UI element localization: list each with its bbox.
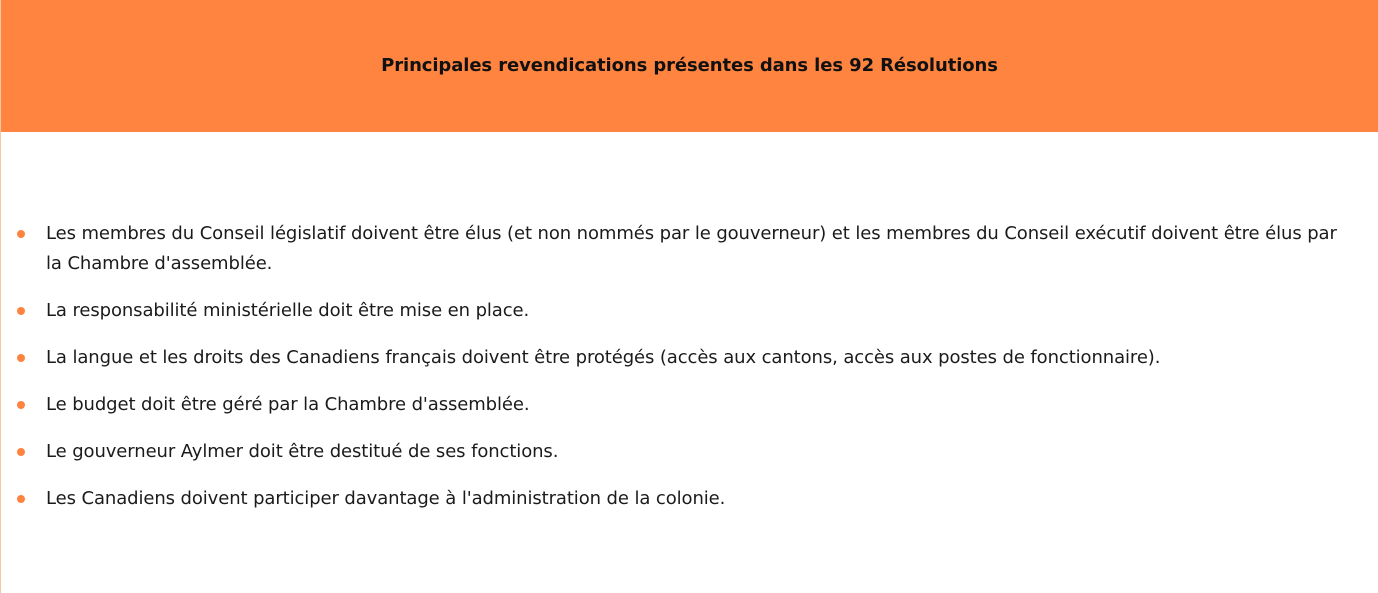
list-item (17, 390, 1348, 420)
list-item-text: La langue et les droits des Canadiens français doivent être protégés (accès aux cantons, accès aux postes de fonctionnaire). (46, 347, 1161, 368)
list-item-text: Les Canadiens doivent participer davantage à l'administration de la colonie. (46, 488, 726, 509)
list-item (17, 484, 1348, 514)
list-item-text: La responsabilité ministérielle doit être mise en place. (46, 300, 530, 321)
list-item (17, 343, 1348, 373)
bullet-icon (17, 230, 25, 238)
card-header (1, 0, 1378, 132)
list-item-text: Le gouverneur Aylmer doit être destitué de ses fonctions. (46, 441, 559, 462)
bullet-icon (17, 401, 25, 409)
bullet-icon (17, 354, 25, 362)
list-item-text: Les membres du Conseil législatif doivent être élus (et non nommés par le gouverneur) et les membres du Conseil exécutif doivent être élus par la Chambre d'assemblée. (46, 223, 1337, 274)
card-content (1, 132, 1378, 514)
bullet-icon (17, 448, 25, 456)
page-title: Principales revendications présentes dans les 92 Résolutions (381, 55, 998, 76)
list-item (17, 437, 1348, 467)
list-item-text: Le budget doit être géré par la Chambre d'assemblée. (46, 394, 530, 415)
list-item (17, 296, 1348, 326)
bullet-icon (17, 495, 25, 503)
list-item (17, 219, 1348, 279)
demands-list (17, 219, 1348, 514)
bullet-icon (17, 307, 25, 315)
